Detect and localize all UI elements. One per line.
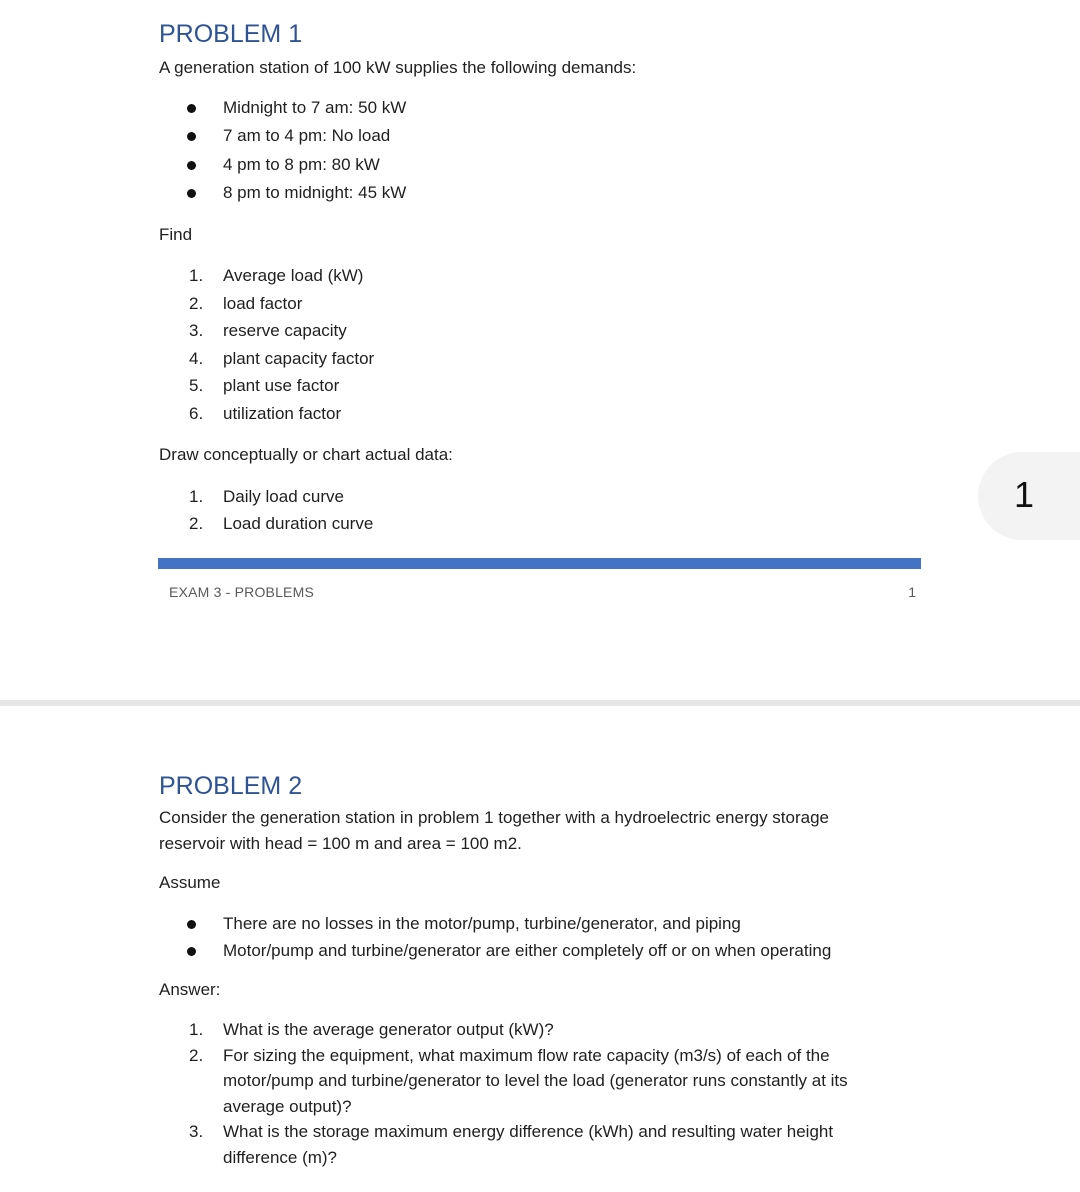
list-item: 4. plant capacity factor <box>189 349 375 368</box>
problem-2-heading: PROBLEM 2 <box>159 772 303 800</box>
bullet-icon <box>187 132 196 141</box>
answer-label: Answer: <box>159 980 221 999</box>
list-item: 2. Load duration curve <box>189 514 374 533</box>
page-number-indicator[interactable] <box>978 452 1080 540</box>
problem-1-heading: PROBLEM 1 <box>159 20 303 48</box>
list-item: There are no losses in the motor/pump, turbine/generator, and piping <box>159 911 831 938</box>
bullet-icon <box>187 104 196 113</box>
list-item: 4 pm to 8 pm: 80 kW <box>159 152 406 180</box>
footer-page-number: 1 <box>908 584 916 600</box>
list-item: 8 pm to midnight: 45 kW <box>159 180 406 208</box>
assumptions-list <box>159 911 831 965</box>
demands-list <box>159 95 406 208</box>
problem-2-intro-line-1: Consider the generation station in problem 1 together with a hydroelectric energy storage <box>159 808 829 827</box>
list-item: 1. Average load (kW) <box>189 266 364 285</box>
list-item: Midnight to 7 am: 50 kW <box>159 95 406 123</box>
list-item: 2. For sizing the equipment, what maximum flow rate capacity (m3/s) of each of the motor/pump and turbine/generator to level the load (generator runs constantly at its average output)? <box>189 1045 848 1116</box>
problem-1-intro: A generation station of 100 kW supplies the following demands: <box>159 58 637 77</box>
list-item: 2. load factor <box>189 294 303 313</box>
bullet-icon <box>187 920 196 929</box>
document-page-2 <box>0 706 1080 1192</box>
find-label: Find <box>159 225 193 244</box>
find-list <box>159 263 374 428</box>
list-item: 1. Daily load curve <box>189 487 344 506</box>
list-item: 5. plant use factor <box>189 376 340 395</box>
problem-2-intro-line-2: reservoir with head = 100 m and area = 100 m2. <box>159 834 522 853</box>
bullet-icon <box>187 189 196 198</box>
list-item: 6. utilization factor <box>189 404 342 423</box>
bullet-icon <box>187 947 196 956</box>
draw-label: Draw conceptually or chart actual data: <box>159 445 453 464</box>
list-item: 1. What is the average generator output (kW)? <box>189 1020 554 1039</box>
assume-label: Assume <box>159 873 221 892</box>
footer-title: EXAM 3 - PROBLEMS <box>169 584 314 600</box>
draw-list <box>159 484 373 538</box>
list-item: Motor/pump and turbine/generator are either completely off or on when operating <box>159 938 831 965</box>
questions-list <box>159 1017 848 1170</box>
bullet-icon <box>187 161 196 170</box>
list-item: 7 am to 4 pm: No load <box>159 123 406 152</box>
list-item: 3. What is the storage maximum energy difference (kWh) and resulting water height difference (m)? <box>189 1122 834 1167</box>
page-number-label: 1 <box>1014 474 1035 515</box>
footer-rule <box>158 558 921 569</box>
list-item: 3. reserve capacity <box>189 321 347 340</box>
